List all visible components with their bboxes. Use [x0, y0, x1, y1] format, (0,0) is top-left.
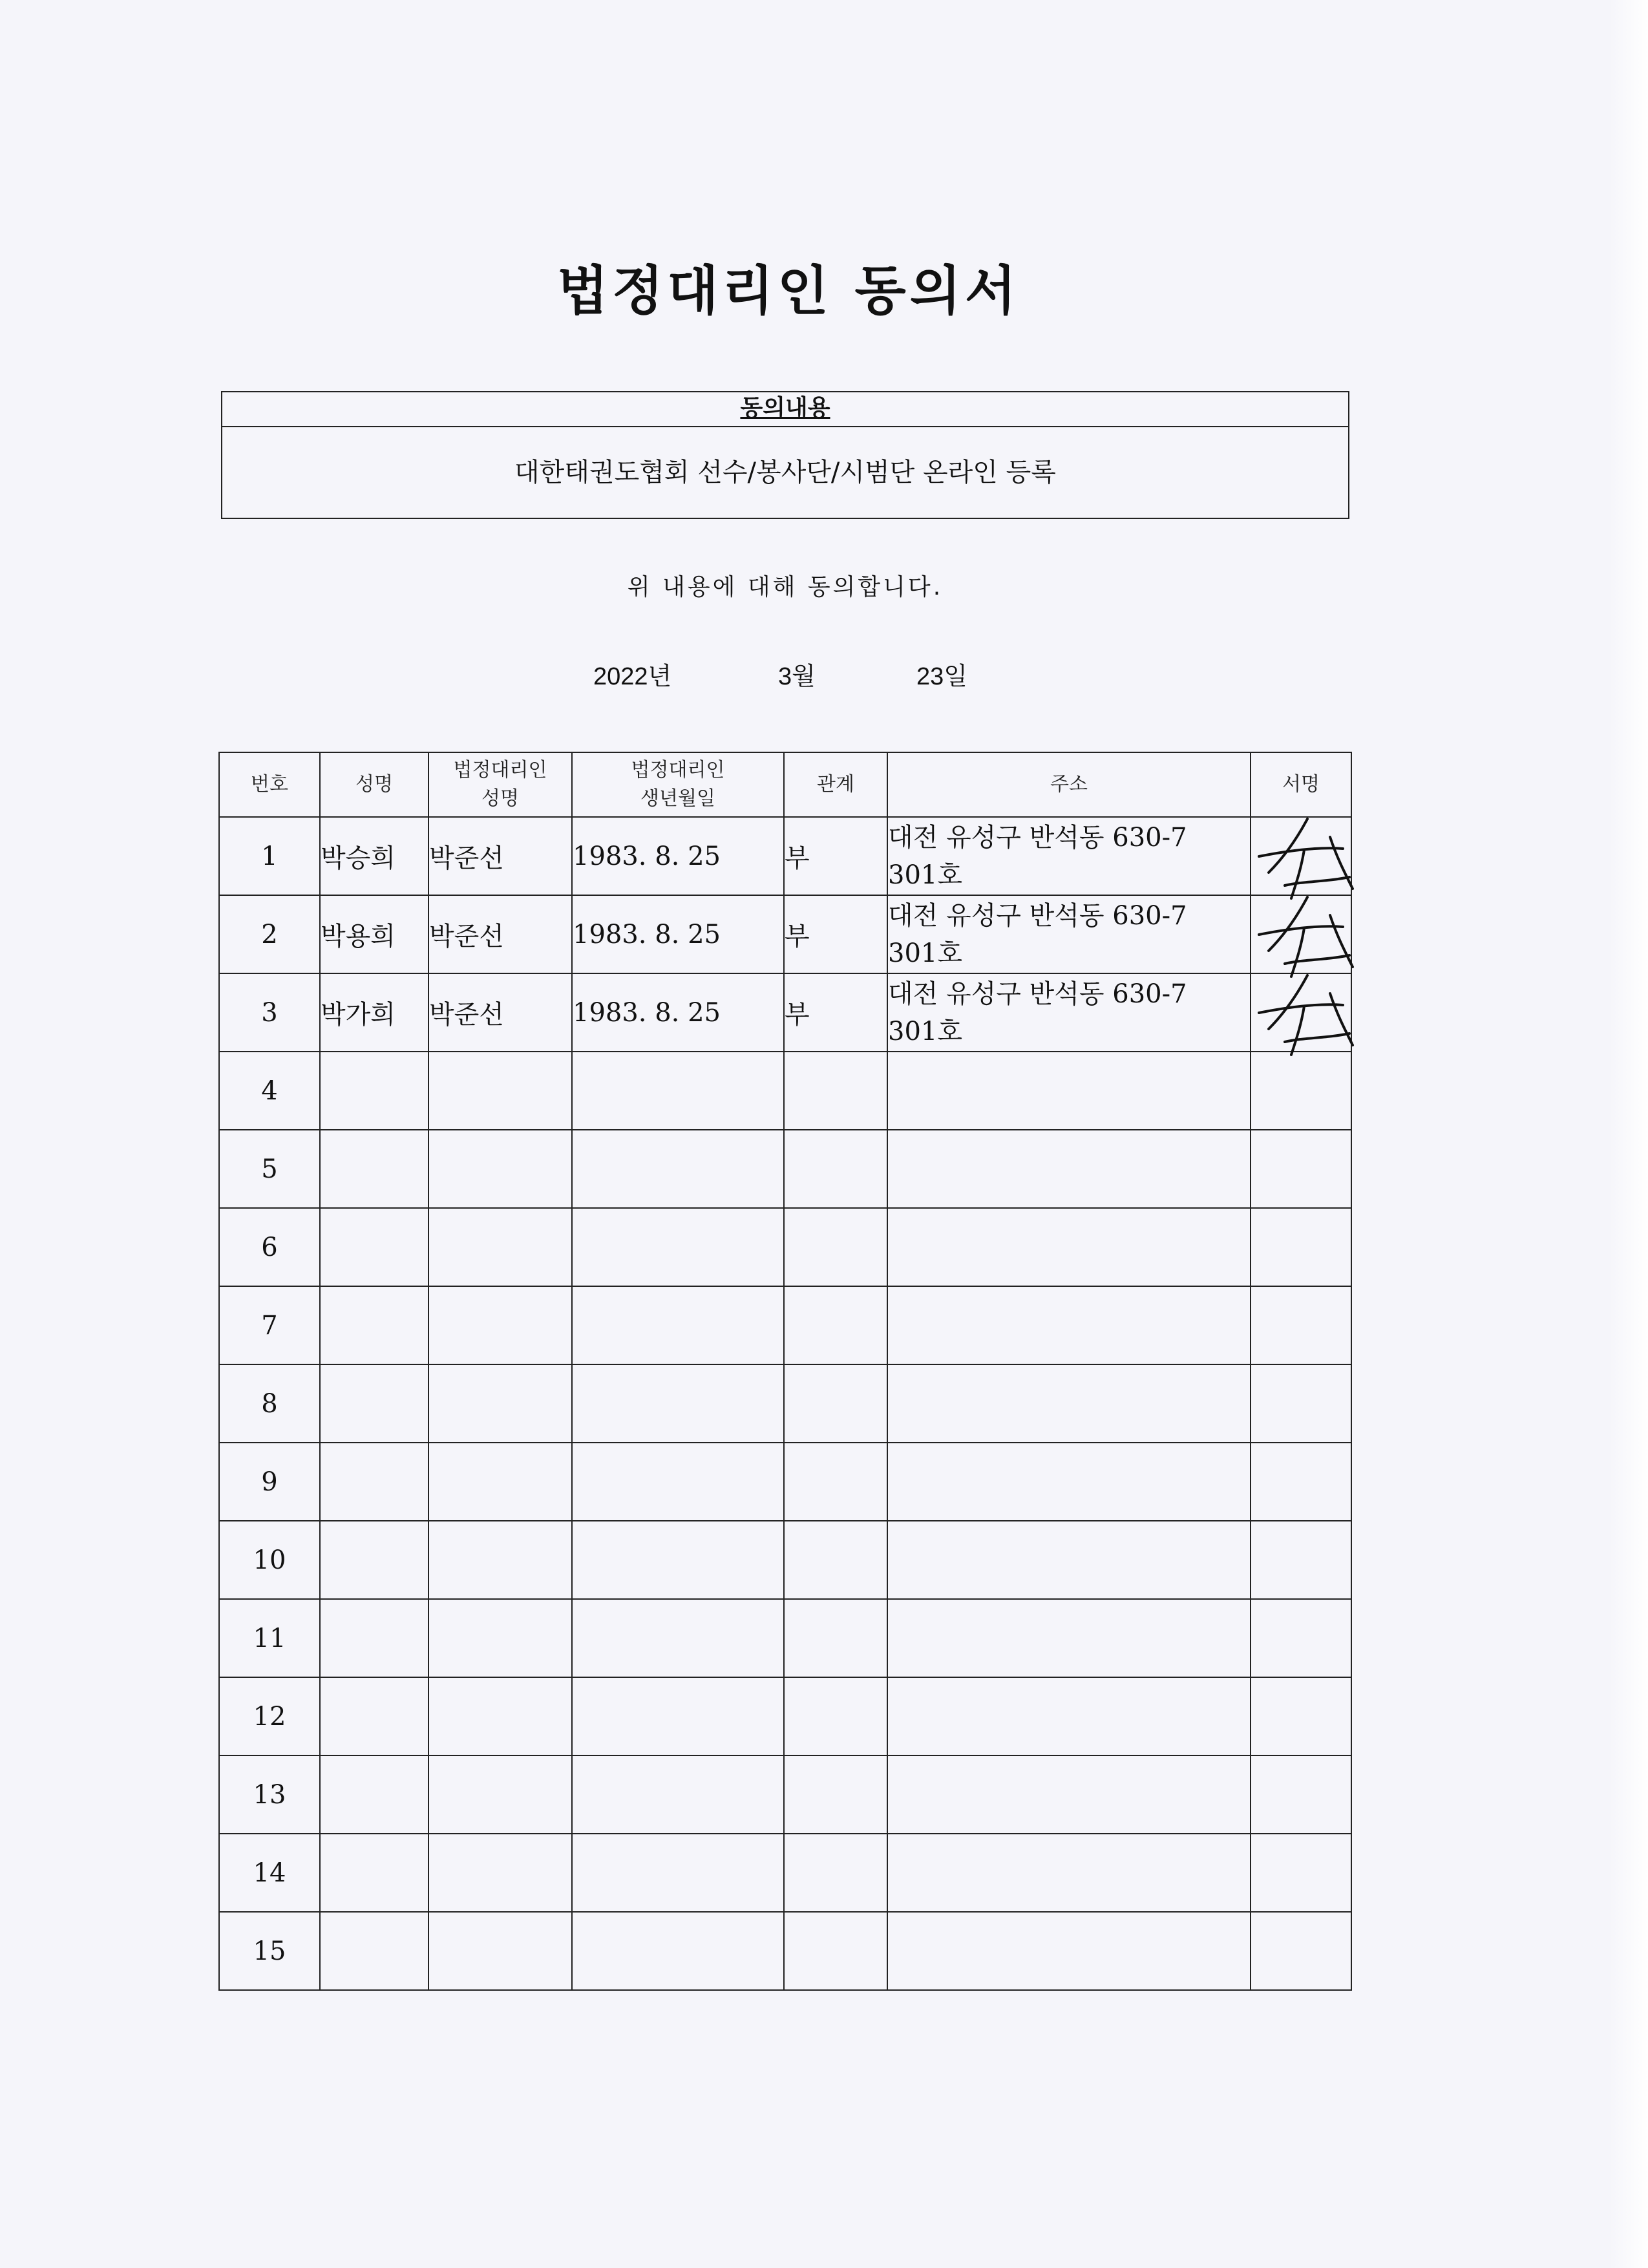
cell-name	[320, 1208, 428, 1286]
cell-relation	[784, 1130, 887, 1208]
cell-guardian-birth	[572, 1755, 784, 1834]
cell-address	[887, 895, 1251, 973]
cell-no: 5	[219, 1130, 320, 1208]
cell-guardian-birth	[572, 1443, 784, 1521]
cell-signature	[1251, 1599, 1351, 1677]
address-line2: 301호	[888, 860, 962, 890]
cell-guardian-name: 박준선	[428, 973, 572, 1052]
page-title: 법정대리인 동의서	[556, 260, 1020, 322]
table-row	[219, 1677, 1351, 1755]
cell-relation	[784, 1364, 887, 1443]
table-row	[219, 1834, 1351, 1912]
cell-guardian-name: 박준선	[428, 895, 572, 973]
cell-name	[320, 1755, 428, 1834]
address-line1: 대전 유성구 반석동 630-7	[888, 900, 1187, 931]
cell-no: 7	[219, 1286, 320, 1364]
cell-name	[320, 1834, 428, 1912]
date-month: 3월	[778, 663, 816, 690]
cell-address	[887, 1912, 1251, 1990]
cell-no: 8	[219, 1364, 320, 1443]
cell-signature	[1251, 1834, 1351, 1912]
page-edge	[1609, 0, 1648, 2268]
consent-text: 대한태권도협회 선수/봉사단/시범단 온라인 등록	[514, 458, 1056, 487]
cell-no: 6	[219, 1208, 320, 1286]
cell-guardian-name	[428, 1912, 572, 1990]
header-guardian-name-line1: 법정대리인	[453, 759, 547, 781]
cell-relation	[784, 1755, 887, 1834]
cell-signature	[1251, 1755, 1351, 1834]
header-guardian-name	[428, 752, 572, 817]
cell-relation	[784, 1834, 887, 1912]
table-header-row	[219, 752, 1351, 817]
address-line2: 301호	[888, 1016, 962, 1046]
cell-name	[320, 1443, 428, 1521]
header-guardian-birth-line1: 법정대리인	[631, 759, 725, 781]
header-name: 성명	[320, 752, 428, 817]
header-address: 주소	[887, 752, 1251, 817]
cell-signature	[1251, 1677, 1351, 1755]
cell-no: 10	[219, 1521, 320, 1599]
header-guardian-name-line2: 성명	[481, 787, 519, 810]
cell-guardian-birth: 1983. 8. 25	[572, 973, 784, 1052]
cell-signature	[1251, 1130, 1351, 1208]
cell-guardian-birth: 1983. 8. 25	[572, 817, 784, 895]
cell-name: 박승희	[320, 817, 428, 895]
header-guardian-birth	[572, 752, 784, 817]
table-row	[219, 1130, 1351, 1208]
cell-guardian-birth: 1983. 8. 25	[572, 895, 784, 973]
table-row	[219, 1052, 1351, 1130]
cell-address	[887, 1677, 1251, 1755]
cell-relation	[784, 1912, 887, 1990]
cell-guardian-name	[428, 1599, 572, 1677]
table-row	[219, 1364, 1351, 1443]
cell-address	[887, 1834, 1251, 1912]
table-row	[219, 895, 1351, 973]
header-no: 번호	[219, 752, 320, 817]
cell-signature	[1251, 1443, 1351, 1521]
address-line1: 대전 유성구 반석동 630-7	[888, 979, 1187, 1009]
cell-name	[320, 1912, 428, 1990]
cell-address	[887, 1599, 1251, 1677]
cell-signature	[1251, 895, 1351, 973]
cell-guardian-birth	[572, 1364, 784, 1443]
cell-address	[887, 1130, 1251, 1208]
cell-no: 15	[219, 1912, 320, 1990]
cell-guardian-birth	[572, 1130, 784, 1208]
cell-guardian-name	[428, 1130, 572, 1208]
cell-no: 11	[219, 1599, 320, 1677]
cell-guardian-name	[428, 1052, 572, 1130]
cell-guardian-name	[428, 1208, 572, 1286]
cell-guardian-name	[428, 1364, 572, 1443]
cell-address	[887, 1052, 1251, 1130]
cell-no: 3	[219, 973, 320, 1052]
cell-no: 4	[219, 1052, 320, 1130]
table-row	[219, 973, 1351, 1052]
cell-signature	[1251, 1208, 1351, 1286]
cell-no: 1	[219, 817, 320, 895]
cell-name	[320, 1521, 428, 1599]
address-line1: 대전 유성구 반석동 630-7	[888, 822, 1187, 853]
cell-signature	[1251, 973, 1351, 1052]
cell-name	[320, 1599, 428, 1677]
table-body	[219, 817, 1351, 1990]
cell-name: 박가희	[320, 973, 428, 1052]
address-line2: 301호	[888, 938, 962, 968]
table-row	[219, 1755, 1351, 1834]
consent-header: 동의내용	[222, 392, 1348, 427]
cell-guardian-birth	[572, 1912, 784, 1990]
cell-relation: 부	[784, 973, 887, 1052]
cell-signature	[1251, 1052, 1351, 1130]
cell-address	[887, 973, 1251, 1052]
cell-no: 9	[219, 1443, 320, 1521]
cell-address	[887, 1286, 1251, 1364]
guardian-table	[218, 752, 1352, 1991]
header-relation: 관계	[784, 752, 887, 817]
cell-guardian-name	[428, 1755, 572, 1834]
cell-guardian-birth	[572, 1286, 784, 1364]
table-row	[219, 1599, 1351, 1677]
date-day: 23일	[916, 663, 967, 690]
cell-relation	[784, 1599, 887, 1677]
cell-guardian-name	[428, 1443, 572, 1521]
cell-signature	[1251, 1912, 1351, 1990]
cell-relation	[784, 1208, 887, 1286]
agree-statement: 위 내용에 대해 동의합니다.	[627, 574, 944, 600]
cell-name	[320, 1364, 428, 1443]
cell-name: 박용희	[320, 895, 428, 973]
cell-address	[887, 1755, 1251, 1834]
table-row	[219, 817, 1351, 895]
cell-name	[320, 1286, 428, 1364]
cell-guardian-birth	[572, 1208, 784, 1286]
table-row	[219, 1286, 1351, 1364]
cell-relation	[784, 1443, 887, 1521]
cell-no: 2	[219, 895, 320, 973]
cell-guardian-name: 박준선	[428, 817, 572, 895]
table-row	[219, 1912, 1351, 1990]
cell-name	[320, 1130, 428, 1208]
cell-relation	[784, 1521, 887, 1599]
header-signature: 서명	[1251, 752, 1351, 817]
table-row	[219, 1521, 1351, 1599]
cell-signature	[1251, 1364, 1351, 1443]
cell-address	[887, 1443, 1251, 1521]
cell-relation	[784, 1052, 887, 1130]
cell-guardian-name	[428, 1521, 572, 1599]
table-row	[219, 1443, 1351, 1521]
table-row	[219, 1208, 1351, 1286]
cell-guardian-birth	[572, 1521, 784, 1599]
cell-guardian-name	[428, 1677, 572, 1755]
cell-name	[320, 1052, 428, 1130]
date-year: 2022년	[593, 663, 672, 690]
cell-relation: 부	[784, 817, 887, 895]
cell-guardian-name	[428, 1834, 572, 1912]
cell-no: 13	[219, 1755, 320, 1834]
cell-no: 14	[219, 1834, 320, 1912]
cell-address	[887, 817, 1251, 895]
cell-address	[887, 1521, 1251, 1599]
cell-guardian-name	[428, 1286, 572, 1364]
cell-no: 12	[219, 1677, 320, 1755]
cell-relation: 부	[784, 895, 887, 973]
cell-signature	[1251, 817, 1351, 895]
handwritten-signature-icon	[1246, 968, 1356, 1065]
cell-address	[887, 1208, 1251, 1286]
cell-address	[887, 1364, 1251, 1443]
header-guardian-birth-line2: 생년월일	[640, 787, 715, 810]
cell-guardian-birth	[572, 1599, 784, 1677]
cell-signature	[1251, 1286, 1351, 1364]
cell-name	[320, 1677, 428, 1755]
cell-relation	[784, 1677, 887, 1755]
consent-box	[221, 391, 1349, 519]
cell-signature	[1251, 1521, 1351, 1599]
cell-guardian-birth	[572, 1834, 784, 1912]
cell-guardian-birth	[572, 1677, 784, 1755]
cell-relation	[784, 1286, 887, 1364]
cell-guardian-birth	[572, 1052, 784, 1130]
